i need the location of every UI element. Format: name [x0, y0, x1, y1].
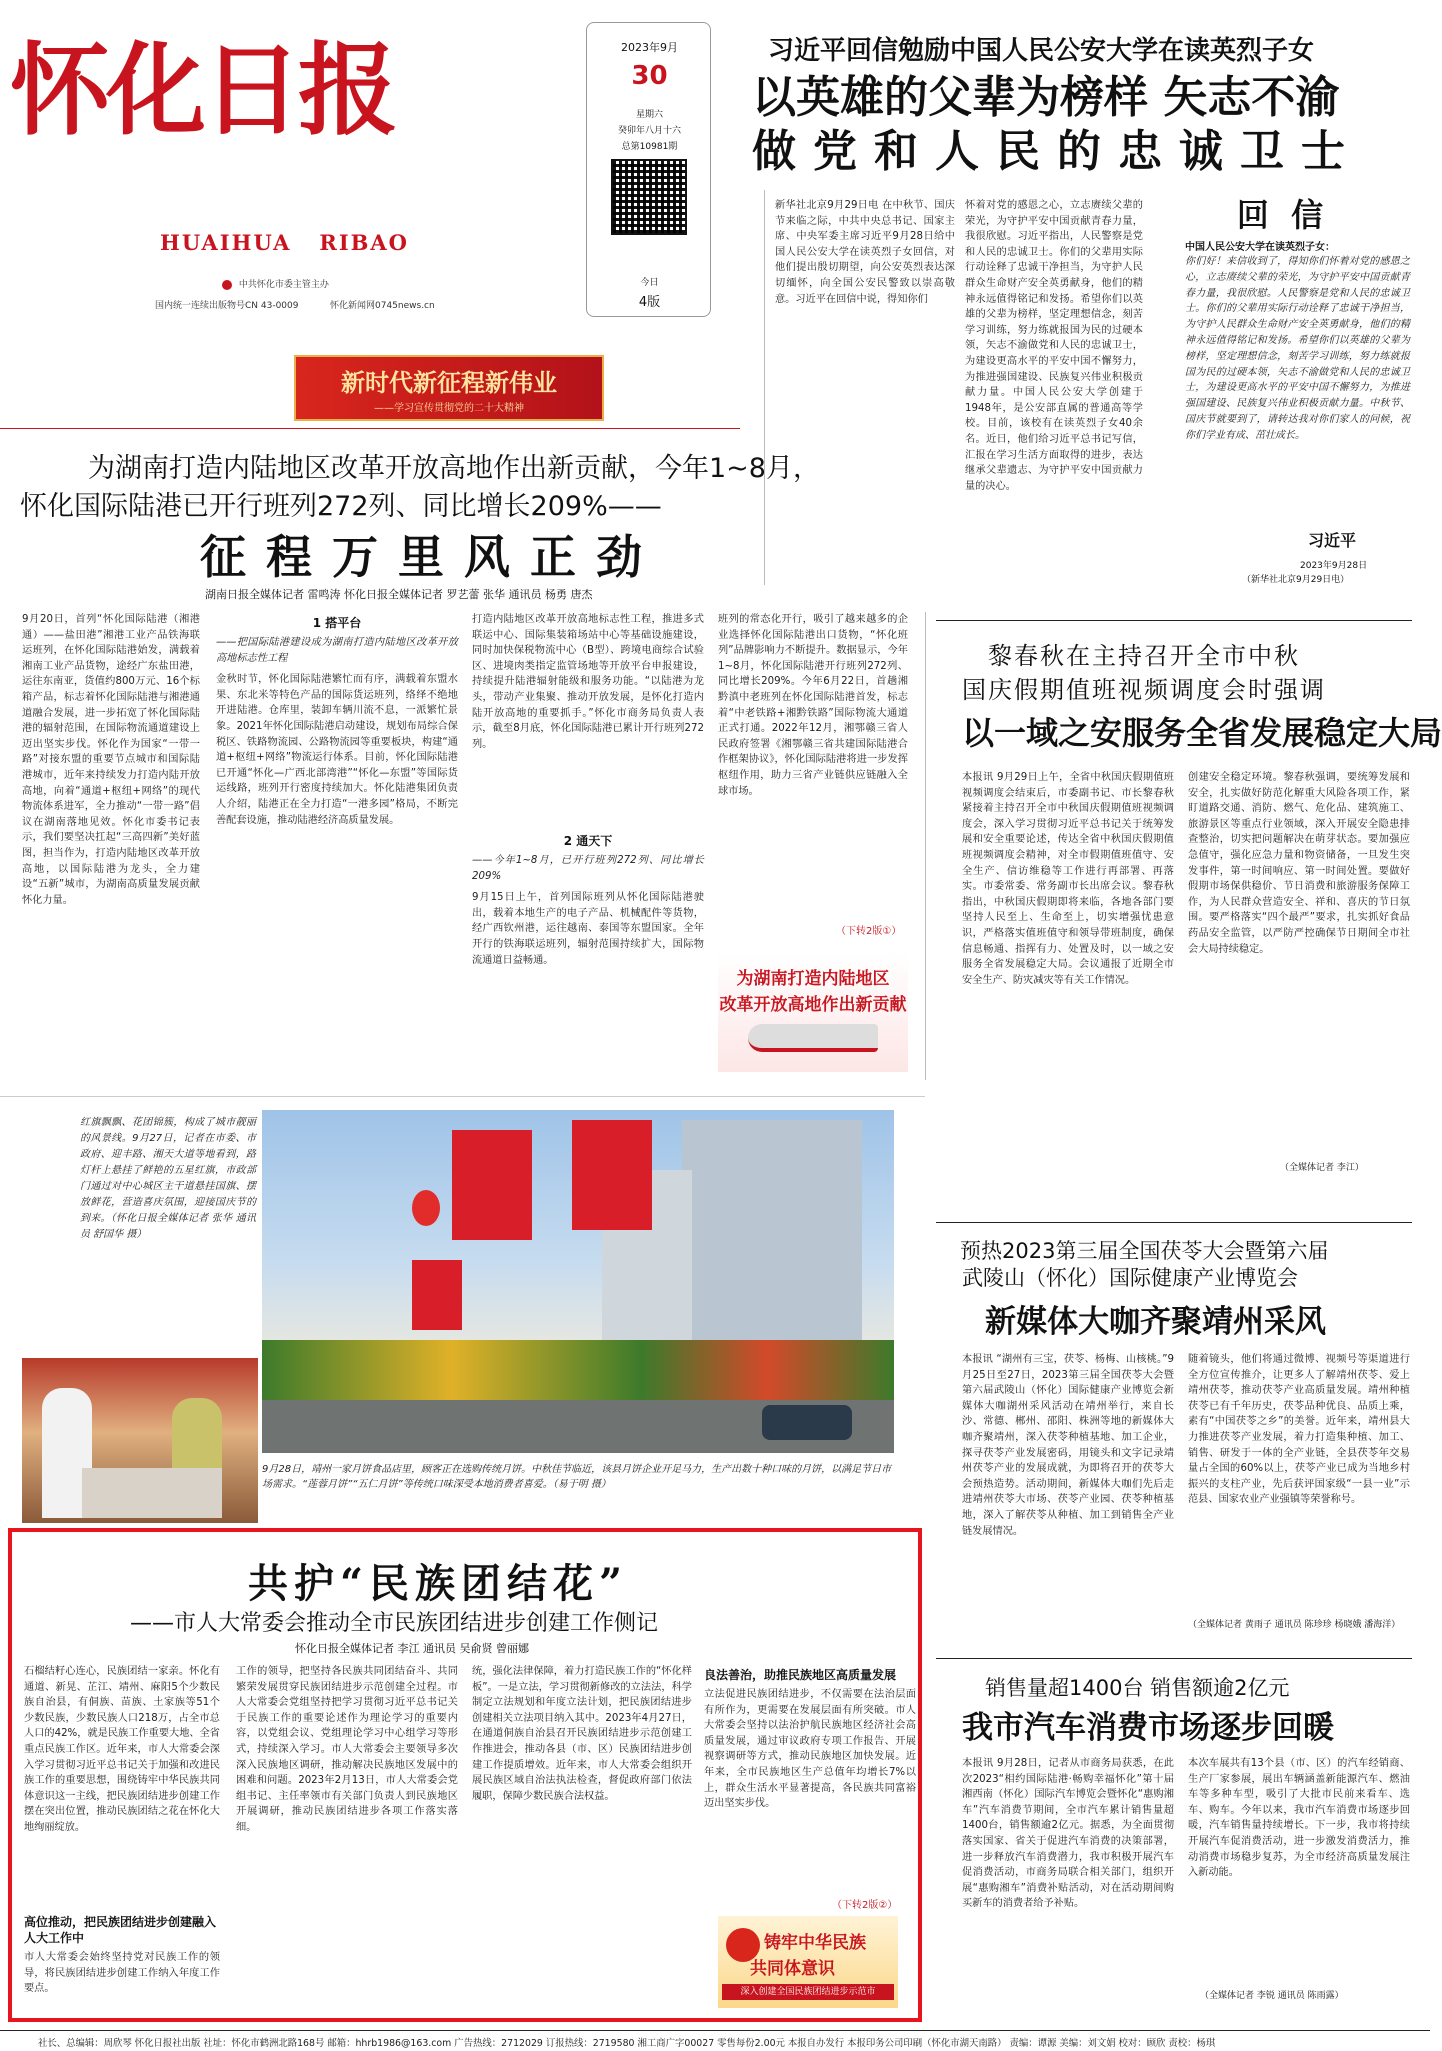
port-col3-text: 打造内陆地区改革开放高地标志性工程，推进多式联运中心、国际集装箱场站中心等基础设施建设，同时加快保税物流中心（B型）、跨境电商综合试验区、进境肉类指定监管场地等开放平台申报建设，持续提升陆港辐射能级和服务功能。“以陆港为龙头，带动产业集聚、推动开放发展，是怀化打造内陆开放高地的重要抓手。”怀化市商务局负责人表示，截至8月底，怀化国际陆港已累计开行班列272列。	[472, 614, 704, 750]
port-col-2	[216, 612, 458, 1080]
website: 怀化新闻网0745news.cn	[330, 301, 435, 311]
right2-col-1: 本报讯 “湖州有三宝，茯苓、杨梅、山核桃。”9月25日至27日，2023第三届全国茯苓大会暨第六届武陵山（怀化）国际健康产业博览会新媒体大咖湖州采风活动在靖州举行，来自长沙、常德、郴州、邵阳、株洲等地的新媒体大咖齐聚靖州，深入茯苓种植基地、加工企业，探寻茯苓产业发展密码，用镜头和文字记录靖州茯苓产业的发展成就，为即将召开的茯苓大会预热造势。活动期间，新媒体大咖们先后走进靖州茯苓大市场、茯苓产业园、茯苓种植基地，深入了解茯苓从种植、加工到销售全产业链发展情况。	[962, 1354, 1174, 1537]
right2-credit: （全媒体记者 黄雨子 通讯员 陈珍珍 杨晓娥 潘海洋）	[1188, 1620, 1401, 1630]
ethnic-badge	[718, 1916, 898, 2008]
building-shape	[682, 1120, 862, 1360]
right3-col-2: 本次车展共有13个县（市、区）的汽车经销商、生产厂家参展，展出车辆涵盖新能源汽车、燃油车等多种车型，吸引了大批市民前来看车、选车、购车。今年以来，我市汽车消费市场逐步回暖，汽车销售量持续增长。下一步，我市将持续开展汽车促消费活动，进一步激发消费活力，推动消费市场稳步复苏，为全市经济高质量发展注入新动能。	[1188, 1758, 1410, 1879]
banner-main: 新时代新征程新伟业	[341, 368, 557, 397]
flower-bed	[262, 1340, 894, 1400]
right3-credit: （全媒体记者 李锐 通讯员 陈雨露）	[1200, 1991, 1344, 2001]
publisher-text: 中共怀化市委主管主办	[238, 280, 329, 290]
publisher-line	[222, 277, 329, 290]
right3-subhead: 销售量超1400台 销售额逾2亿元	[985, 1676, 1290, 1700]
reply-date: 2023年9月28日	[1300, 561, 1368, 571]
date-weekday: 星期六	[635, 110, 663, 120]
photo-caption-top: 红旗飘飘、花团锦簇，构成了城市靓丽的风景线。9月27日，记者在市委、市政府、迎丰路、湘天大道等地看到，路灯杆上悬挂了鲜艳的五星红旗，市政部门通过对中心城区主干道悬挂国旗、摆放鲜花，营造喜庆氛围，迎接国庆节的到来。（怀化日报全媒体记者 张华 通讯员 舒国华 摄）	[80, 1117, 256, 1240]
section-divider	[0, 428, 740, 429]
date-issue: 总第10981期	[621, 142, 678, 152]
reply-title: 回 信	[1236, 196, 1324, 234]
right1-credit: （全媒体记者 李江）	[1280, 1163, 1364, 1173]
right3-col-1: 本报讯 9月28日，记者从市商务局获悉，在此次2023“相约国际陆港·畅购幸福怀化”第十届湘西南（怀化）国际汽车博览会暨怀化“惠购湘车”汽车消费节期间，全市汽车累计销售量超1400台，销售额逾2亿元。据悉，为全面贯彻落实国家、省关于促进汽车消费的决策部署，进一步释放汽车消费潜力，我市积极开展汽车促消费活动，市商务局联合相关部门，组织开展“惠购湘车”消费补贴活动，对在活动期间购买新车的消费者给予补贴。	[962, 1758, 1174, 1910]
mooncake-shop-photo	[22, 1358, 258, 1523]
port-headline: 征程万里风正劲	[200, 530, 662, 584]
ethnic-subhead: ——市人大常委会推动全市民族团结进步创建工作侧记	[130, 1611, 659, 1636]
port-col2-title: 1 搭平台	[312, 616, 362, 630]
port-subhead-2: 怀化国际陆港已开行班列272列、同比增长209%——	[20, 491, 662, 522]
right1-col-2: 创建安全稳定环境。黎春秋强调，要统筹发展和安全，扎实做好防范化解重大风险各项工作，紧盯道路交通、消防、燃气、危化品、建筑施工、旅游景区等重点行业领域，深入开展安全隐患排查整治，切实把问题解决在萌芽状态。要加强应急值守，强化应急力量和物资储备，一旦发生突发事件，第一时间响应、第一时间处置。要做好假期市场保供稳价、节日消费和旅游服务保障工作，为人民群众营造安全、祥和、喜庆的节日氛围。要严格落实“四个最严”要求，扎实抓好食品药品安全监管，以严防严控确保节日期间全市社会大局持续稳定。	[1188, 772, 1410, 955]
section-divider	[936, 1658, 1412, 1659]
reply-body: 你们好！来信收到了，得知你们怀着对党的感恩之心，立志赓续父辈的荣光，为守护平安中国贡献青春力量，我很欣慰。人民警察是党和人民的忠诚卫士。你们的父辈用实际行动诠释了忠诚干净担当，为守护人民群众生命财产安全英勇献身，他们的精神永远值得铭记和发扬。希望你们以英雄的父辈为榜样，坚定理想信念，刻苦学习训练，努力练就报国为民的过硬本领，矢志不渝做党和人民的忠诚卫士，为建设更高水平的平安中国不懈努力，为推进强国建设、民族复兴伟业积极贡献力量。中秋节、国庆节就要到了，请转达我对你们家人的问候，祝你们学业有成、茁壮成长。	[1185, 256, 1410, 441]
date-lunar: 癸卯年八月十六	[617, 126, 681, 136]
ethnic-badge-line-2: 共同体意识	[750, 1959, 835, 1979]
flag-icon	[412, 1260, 462, 1330]
right1-subhead-1: 黎春秋在主持召开全市中秋	[988, 642, 1300, 670]
qr-code-icon	[611, 159, 687, 235]
port-col-3	[472, 612, 704, 1080]
lantern-icon	[412, 1190, 440, 1226]
right2-subhead-2: 武陵山（怀化）国际健康产业博览会	[962, 1266, 1298, 1290]
lead-headline-2: 做党和人民的忠诚卫士	[752, 126, 1362, 177]
banner-sub: ——学习宣传贯彻党的二十大精神	[374, 403, 524, 414]
publisher-logo-icon	[222, 280, 232, 290]
port-col2-text: 金秋时节，怀化国际陆港繁忙而有序，满载着东盟水果、东北米等特色产品的国际货运班列，络绎不绝地开进陆港。仓库里，装卸车辆川流不息，一派繁忙景象。2021年怀化国际陆港启动建设，规划布局综合保税区、铁路物流园、公路物流园等重要板块，构建“通道+枢纽+网络”物流运行体系。目前，怀化国际陆港已开通“怀化—广西北部湾港”“怀化—东盟”等国际货运线路，班列开行密度持续加大。怀化陆港集团负责人介绍，陆港正在全力打造“一港多园”格局，不断完善配套设施，推动陆港经济高质量发展。	[216, 674, 458, 826]
lead-headline-1: 以英雄的父辈为榜样 矢志不渝	[752, 72, 1340, 123]
ethnic-col-1	[24, 1664, 220, 2014]
street-flags-photo	[262, 1110, 894, 1453]
port-byline: 湖南日报全媒体记者 雷鸣涛 怀化日报全媒体记者 罗艺蕾 张华 通讯员 杨勇 唐杰	[205, 588, 593, 601]
right1-col-1: 本报讯 9月29日上午，全省中秋国庆假期值班视频调度会结束后，市委副书记、市长黎春秋紧接着主持召开全市中秋国庆假期值班视频调度会，深入学习贯彻习近平总书记关于统筹发展和安全重要论述，传达全省中秋国庆假期值班视频调度会精神，对全市假期值班值守、安全生产、信访维稳等工作进行再部署、再落实。市委常委、常务副市长出席会议。黎春秋指出，中秋国庆假期即将来临，各地各部门要坚持人民至上、生命至上，切实增强忧患意识，严格落实值班值守和领导带班制度，确保信息畅通、指挥有力、处置及时，以一域之安服务全省发展稳定大局。会议通报了近期全市安全生产、防灾减灾等有关工作情况。	[962, 772, 1174, 986]
lead-col-1: 新华社北京9月29日电 在中秋节、国庆节来临之际，中共中央总书记、国家主席、中央军委主席习近平9月28日给中国人民公安大学在读英烈子女回信，对他们提出殷切期望，向公安英烈表达深切缅怀，向全国公安民警致以崇高敬意。习近平在回信中说，得知你们	[775, 200, 955, 305]
right1-headline: 以一域之安服务全省发展稳定大局	[962, 714, 1442, 752]
port-badge-line-1: 为湖南打造内陆地区	[736, 969, 890, 989]
ethnic-col-4	[704, 1664, 916, 2014]
section-divider	[936, 620, 1412, 621]
ethnic-col-2: 工作的领导，把坚持各民族共同团结奋斗、共同繁荣发展贯穿民族团结进步示范创建全过程。市人大常委会党组坚持把学习贯彻习近平总书记关于民族工作的重要论述作为理论学习的重要内容，以党组会议、党组理论学习中心组学习等形式，持续深入学习。市人大常委会主要领导多次深入民族地区调研，推动解决民族地区发展中的困难和问题。2023年2月13日，市人大常委会党组书记、主任率领市有关部门负责人到民族地区开展调研，推动民族团结进步各项工作落实落细。	[236, 1666, 458, 1833]
theme-banner	[294, 355, 604, 421]
port-more-link[interactable]: （下转2版①）	[836, 926, 902, 937]
flag-icon	[452, 1130, 532, 1240]
right2-headline: 新媒体大咖齐聚靖州采风	[985, 1304, 1326, 1340]
lead-col-2: 怀着对党的感恩之心，立志赓续父辈的荣光，为守护平安中国贡献青春力量，我很欣慰。习近平指出，人民警察是党和人民的忠诚卫士。你们的父辈用实际行动诠释了忠诚干净担当，为守护人民群众生命财产安全英勇献身，他们的精神永远值得铭记和发扬。希望你们以英雄的父辈为榜样，坚定理想信念，刻苦学习训练，努力练就报国为民的过硬本领，矢志不渝做党和人民的忠诚卫士，为建设更高水平的平安中国不懈努力，为推进强国建设、民族复兴伟业积极贡献力量。中国人民公安大学创建于1948年，是公安部直属的普通高等学校。目前，该校有在读英烈子女40余名。近日，他们给习近平总书记写信，汇报在学习生活方面取得的进步，表达继承父辈遗志、为守护平安中国贡献力量的决心。	[965, 200, 1143, 492]
footer-text: 社长、总编辑：周欣琴 怀化日报社出版 社址：怀化市鹤洲北路168号 邮箱：hhrb1986@163.com 广告热线：2712029 订报热线：2719580 湘工商广字00027 零售每份2.00元 本报自办发行 本报印务公司印刷（怀化市湖天南路） 责编：谭源 美编：刘文娟 校对：顾欣 责校：杨琪	[38, 2038, 1216, 2049]
ethnic-badge-line-3: 深入创建全国民族团结进步示范市	[722, 1984, 894, 2000]
port-badge-line-2: 改革开放高地作出新贡献	[719, 995, 907, 1015]
column-divider	[925, 612, 926, 1080]
photo-caption-bottom: 9月28日，靖州一家月饼食品店里，顾客正在选购传统月饼。中秋佳节临近，该县月饼企业开足马力，生产出数十种口味的月饼，以满足节日市场需求。“莲蓉月饼”“五仁月饼”等传统口味深受本地消费者喜爱。（易于明 摄）	[262, 1464, 892, 1490]
port-col3-sub: ——今年1~8月，已开行班列272列、同比增长209%	[472, 855, 704, 882]
date-year-month: 2023年9月	[621, 41, 678, 54]
ethnic-badge-line-1: 铸牢中华民族	[764, 1933, 866, 1953]
ethnic-headline: 共护“民族团结花”	[248, 1560, 629, 1607]
port-col-4	[718, 612, 908, 1080]
right1-subhead-2: 国庆假期值班视频调度会时强调	[962, 676, 1326, 704]
column-divider	[764, 190, 765, 585]
ethnic-byline: 怀化日报全媒体记者 李江 通讯员 吴俞贤 曾丽娜	[295, 1642, 529, 1655]
port-col3-title: 2 通天下	[563, 834, 613, 848]
section-divider	[936, 1222, 1412, 1223]
ethnic-col1-text-b: 市人大常委会始终坚持党对民族工作的领导，将民族团结进步创建工作纳入年度工作要点。	[24, 1952, 220, 1995]
masthead-title: 怀化日报	[10, 31, 394, 149]
port-subhead-1: 为湖南打造内陆地区改革开放高地作出新贡献，今年1~8月，	[88, 453, 820, 484]
reply-signature: 习近平	[1308, 531, 1357, 550]
date-pages: 4版	[638, 295, 661, 310]
port-col-1: 9月20日，首列“怀化国际陆港（湘港通）——盐田港”湘港工业产品铁海联运班列，在怀化国际陆港始发，满载着湘南工业产品货物，途经广东盐田港，运往东南亚，货值约800万元、16个标箱产品，标志着怀化国际陆港与湘港通道融合发展，进一步拓宽了怀化国际陆港的辐射范围，在国际物流通道建设上迈出坚实步伐。怀化作为国家“一带一路”对接东盟的重要节点城市和国际陆港城市，近年来持续发力打造内陆开放高地，向着“通道+枢纽+网络”的现代物流体系进军，全力推动“一带一路”倡议在湖南落地见效。怀化市委书记表示，我们要坚决扛起“三高四新”美好蓝图，担当作为，打造内陆地区改革开放高地，以国际陆港为龙头，全力建设“五新”城市，为湖南高质量发展贡献怀化力量。	[22, 614, 200, 906]
lead-kicker: 习近平回信勉励中国人民公安大学在读英烈子女	[768, 36, 1315, 66]
port-badge	[718, 952, 908, 1072]
date-day: 30	[631, 61, 668, 91]
date-today: 今日	[640, 278, 659, 288]
date-box	[586, 22, 711, 317]
masthead-pinyin: HUAIHUA RIBAO	[160, 230, 409, 255]
port-col3-text-b: 9月15日上午，首列国际班列从怀化国际陆港驶出，载着本地生产的电子产品、机械配件等货物，经广西钦州港，运往越南、泰国等东盟国家。全年开行的铁海联运班列，辐射范围持续扩大，国际物流通道日益畅通。	[472, 892, 704, 966]
port-col4-text: 班列的常态化开行，吸引了越来越多的企业选择怀化国际陆港出口货物，“怀化班列”品牌影响力不断提升。数据显示，今年1~8月，怀化国际陆港开行班列272列、同比增长209%。今年6月22日，首趟湘黔滇中老班列在怀化国际陆港首发，标志着“中老铁路+湘黔铁路”国际物流大通道正式打通。2022年12月，湘鄂赣三省人民政府签署《湘鄂赣三省共建国际陆港合作框架协议》，怀化国际陆港将进一步发挥枢纽作用，助力三省产业链供应链融入全球市场。	[718, 614, 908, 797]
footer-divider	[0, 2030, 1430, 2031]
cn-number: 国内统一连续出版物号CN 43-0009	[155, 301, 299, 311]
ethnic-col1-title: 高位推动，把民族团结进步创建融入人大工作中	[24, 1915, 217, 1945]
ethnic-col-3: 统，强化法律保障，着力打造民族工作的“怀化样板”。一是立法，学习贯彻新修改的立法法，科学制定立法规划和年度立法计划，把民族团结进步创建相关立法项目纳入其中。2023年4月27日，在通道侗族自治县召开民族团结进步示范创建工作推进会，推动各县（市、区）民族团结进步创建工作提质增效。近年来，市人大常委会组织开展民族区域自治法执法检查，督促政府部门依法履职，保障少数民族合法权益。	[472, 1666, 692, 1802]
flag-icon	[572, 1120, 652, 1230]
reply-source: （新华社北京9月29日电）	[1242, 575, 1350, 585]
right3-headline: 我市汽车消费市场逐步回暖	[962, 1710, 1334, 1746]
port-col2-sub: ——把国际陆港建设成为湖南打造内陆地区改革开放高地标志性工程	[216, 637, 458, 664]
counter-shape	[82, 1468, 222, 1518]
reply-salutation: 中国人民公安大学在读英烈子女：	[1185, 242, 1335, 253]
car-icon	[762, 1405, 852, 1440]
ethnic-col4-title: 良法善治，助推民族地区高质量发展	[704, 1668, 897, 1682]
ethnic-col1-text: 石榴结籽心连心，民族团结一家亲。怀化有通道、新晃、芷江、靖州、麻阳5个少数民族自治县，有侗族、苗族、土家族等51个少数民族，少数民族人口218万，占全市总人口的42%，就是民族工作重要大地、全省重点民族工作区。近年来，市人大常委会深入学习贯彻习近平总书记关于加强和改进民族工作的重要思想，围绕铸牢中华民族共同体意识这一主线，把民族团结进步创建工作摆在突出位置，推动民族团结之花在怀化大地绚丽绽放。	[24, 1666, 220, 1833]
train-icon	[748, 1024, 878, 1052]
right2-col-2: 随着镜头，他们将通过微博、视频号等渠道进行全方位宣传推介，让更多人了解靖州茯苓、爱上靖州茯苓，推动茯苓产业高质量发展。靖州种植茯苓已有千年历史，茯苓品种优良、品质上乘，素有“中国茯苓之乡”的美誉。近年来，靖州县大力推进茯苓产业发展，着力打造集种植、加工、销售、研发于一体的全产业链，全县茯苓年交易量占全国的60%以上，茯苓产业已成为当地乡村振兴的支柱产业，先后获评国家级“一县一业”示范县、国家农业产业强镇等荣誉称号。	[1188, 1354, 1410, 1506]
section-divider	[0, 1096, 925, 1097]
ethnic-col4-text: 立法促进民族团结进步，不仅需要在法治层面有所作为，更需要在发展层面有所突破。市人大常委会坚持以法治护航民族地区经济社会高质量发展，通过审议政府专项工作报告、开展视察调研等方式，推动民族地区加快发展。近年来，全市民族地区生产总值年均增长7%以上，群众生活水平显著提高，各民族共同富裕迈出坚实步伐。	[704, 1689, 916, 1810]
right2-subhead-1: 预热2023第三届全国茯苓大会暨第六届	[960, 1239, 1329, 1263]
ethnic-more-link[interactable]: （下转2版②）	[832, 1900, 898, 1911]
